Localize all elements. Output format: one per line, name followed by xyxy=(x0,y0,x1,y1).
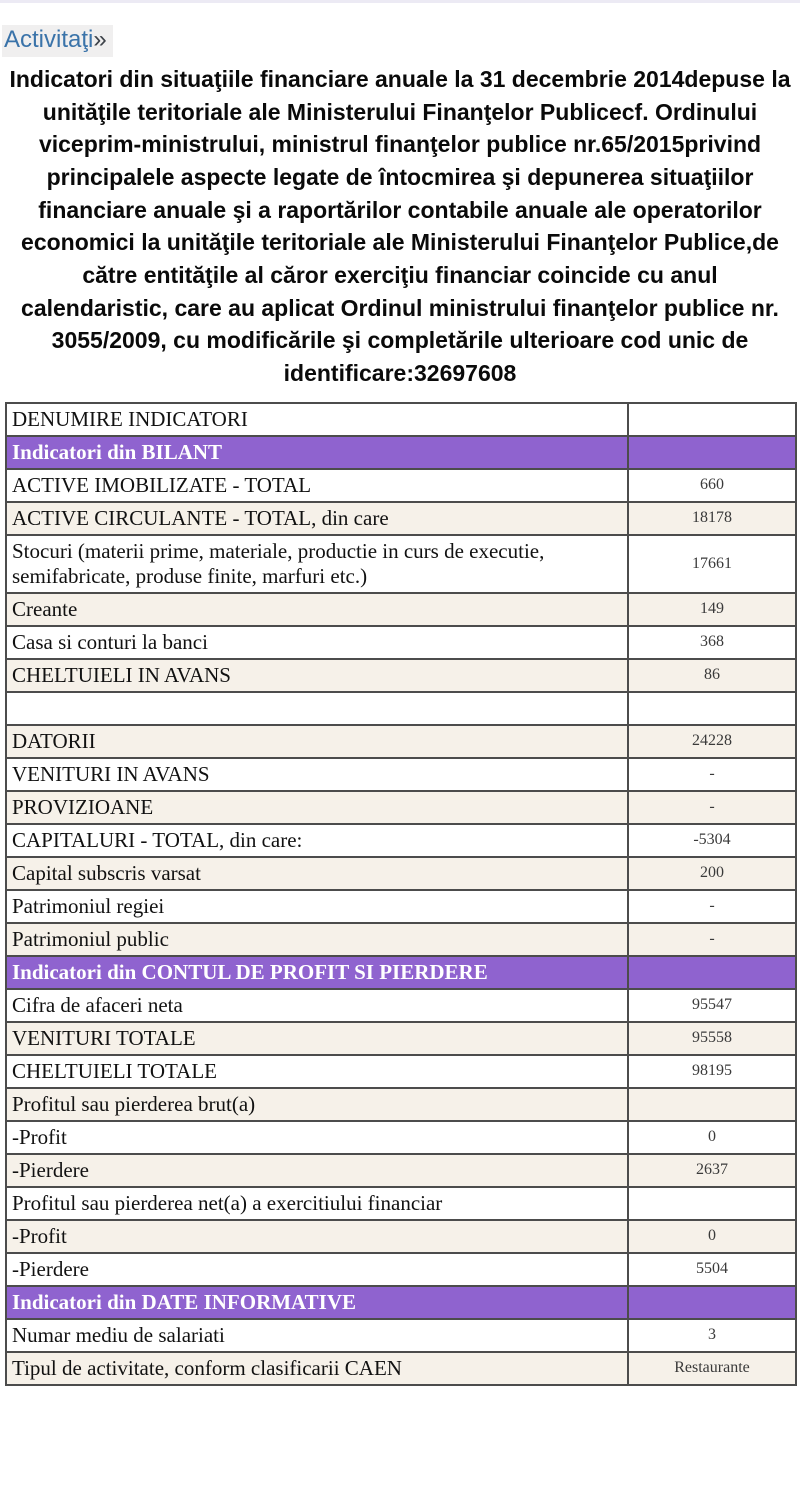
table-row xyxy=(6,403,796,436)
table-row xyxy=(6,1022,796,1055)
table-row xyxy=(6,1352,796,1385)
indicator-value: 149 xyxy=(628,593,796,626)
indicator-value: - xyxy=(628,791,796,824)
table-row xyxy=(6,758,796,791)
indicator-value xyxy=(628,403,796,436)
table-row xyxy=(6,890,796,923)
indicator-value: 200 xyxy=(628,857,796,890)
indicator-label: CHELTUIELI TOTALE xyxy=(6,1055,628,1088)
table-row xyxy=(6,1121,796,1154)
table-row xyxy=(6,1319,796,1352)
indicator-label: -Profit xyxy=(6,1121,628,1154)
indicator-label: -Pierdere xyxy=(6,1253,628,1286)
indicator-label: VENITURI IN AVANS xyxy=(6,758,628,791)
table-row xyxy=(6,469,796,502)
indicator-value xyxy=(628,692,796,725)
indicator-label: Profitul sau pierderea brut(a) xyxy=(6,1088,628,1121)
table-row xyxy=(6,1253,796,1286)
indicator-label: Cifra de afaceri neta xyxy=(6,989,628,1022)
indicators-table xyxy=(5,402,797,1386)
indicator-value xyxy=(628,1088,796,1121)
indicator-value: - xyxy=(628,890,796,923)
indicator-value: - xyxy=(628,923,796,956)
indicator-label: Numar mediu de salariati xyxy=(6,1319,628,1352)
indicator-label: DENUMIRE INDICATORI xyxy=(6,403,628,436)
table-row xyxy=(6,593,796,626)
indicator-value: 86 xyxy=(628,659,796,692)
indicator-value: Restaurante xyxy=(628,1352,796,1385)
breadcrumb-arrow-icon: » xyxy=(93,26,107,53)
table-row xyxy=(6,857,796,890)
table-row xyxy=(6,1154,796,1187)
section-header-row xyxy=(6,956,796,989)
section-title: Indicatori din DATE INFORMATIVE xyxy=(6,1286,628,1319)
table-row xyxy=(6,502,796,535)
indicator-label: Capital subscris varsat xyxy=(6,857,628,890)
indicator-value: 18178 xyxy=(628,502,796,535)
table-row xyxy=(6,1220,796,1253)
table-row xyxy=(6,725,796,758)
indicator-label: -Profit xyxy=(6,1220,628,1253)
indicator-value: 2637 xyxy=(628,1154,796,1187)
indicator-label: -Pierdere xyxy=(6,1154,628,1187)
indicator-value xyxy=(628,1187,796,1220)
indicator-value: 98195 xyxy=(628,1055,796,1088)
table-row xyxy=(6,824,796,857)
indicator-value: 5504 xyxy=(628,1253,796,1286)
table-row xyxy=(6,923,796,956)
indicator-label: Tipul de activitate, conform clasificarii CAEN xyxy=(6,1352,628,1385)
indicator-value: 24228 xyxy=(628,725,796,758)
section-empty-cell xyxy=(628,956,796,989)
section-header-row xyxy=(6,1286,796,1319)
indicator-value: 3 xyxy=(628,1319,796,1352)
breadcrumb xyxy=(0,25,800,57)
section-empty-cell xyxy=(628,436,796,469)
table-row xyxy=(6,626,796,659)
indicator-label: ACTIVE IMOBILIZATE - TOTAL xyxy=(6,469,628,502)
indicator-label: Patrimoniul regiei xyxy=(6,890,628,923)
indicators-table-body xyxy=(6,403,796,1385)
indicator-value: 0 xyxy=(628,1220,796,1253)
section-empty-cell xyxy=(628,1286,796,1319)
indicator-label: VENITURI TOTALE xyxy=(6,1022,628,1055)
indicator-label: Creante xyxy=(6,593,628,626)
indicator-label: PROVIZIOANE xyxy=(6,791,628,824)
table-row xyxy=(6,692,796,725)
indicator-value: -5304 xyxy=(628,824,796,857)
breadcrumb-link-activitati[interactable] xyxy=(2,25,113,57)
section-title: Indicatori din BILANT xyxy=(6,436,628,469)
indicator-label: DATORII xyxy=(6,725,628,758)
table-row xyxy=(6,535,796,593)
indicator-label: CHELTUIELI IN AVANS xyxy=(6,659,628,692)
indicator-label: ACTIVE CIRCULANTE - TOTAL, din care xyxy=(6,502,628,535)
indicator-value: 17661 xyxy=(628,535,796,593)
indicator-value: 95547 xyxy=(628,989,796,1022)
page-title: Indicatori din situaţiile financiare anuale la 31 decembrie 2014depuse la unităţile teritoriale ale Ministerului Finanţelor Publicecf. Ordinului viceprim-ministrului, ministrul finanţelor publice nr.65/2015privind principalele aspecte legate de întocmirea şi depunerea situaţiilor financiare anuale şi a raportărilor contabile anuale ale operatorilor economici la unităţile teritoriale ale Ministerului Finanţelor Publice,de către entităţile al căror exerciţiu financiar coincide cu anul calendaristic, care au aplicat Ordinul ministrului finanţelor publice nr. 3055/2009, cu modificările şi completările ulterioare cod unic de identificare:32697608 xyxy=(9,66,791,386)
indicator-value: 660 xyxy=(628,469,796,502)
indicator-label: Patrimoniul public xyxy=(6,923,628,956)
table-row xyxy=(6,791,796,824)
table-row xyxy=(6,1187,796,1220)
indicator-value: 95558 xyxy=(628,1022,796,1055)
indicator-label: Casa si conturi la banci xyxy=(6,626,628,659)
indicator-label: Stocuri (materii prime, materiale, productie in curs de executie, semifabricate, produse finite, marfuri etc.) xyxy=(6,535,628,593)
section-title: Indicatori din CONTUL DE PROFIT SI PIERDERE xyxy=(6,956,628,989)
table-row xyxy=(6,1088,796,1121)
section-header-row xyxy=(6,436,796,469)
indicator-label: CAPITALURI - TOTAL, din care: xyxy=(6,824,628,857)
page-top-strip xyxy=(0,0,800,3)
indicator-label xyxy=(6,692,628,725)
table-row xyxy=(6,1055,796,1088)
indicator-value: - xyxy=(628,758,796,791)
indicator-value: 368 xyxy=(628,626,796,659)
indicator-value: 0 xyxy=(628,1121,796,1154)
table-row xyxy=(6,659,796,692)
breadcrumb-label: Activitaţi xyxy=(4,26,94,53)
table-row xyxy=(6,989,796,1022)
indicator-label: Profitul sau pierderea net(a) a exercitiului financiar xyxy=(6,1187,628,1220)
